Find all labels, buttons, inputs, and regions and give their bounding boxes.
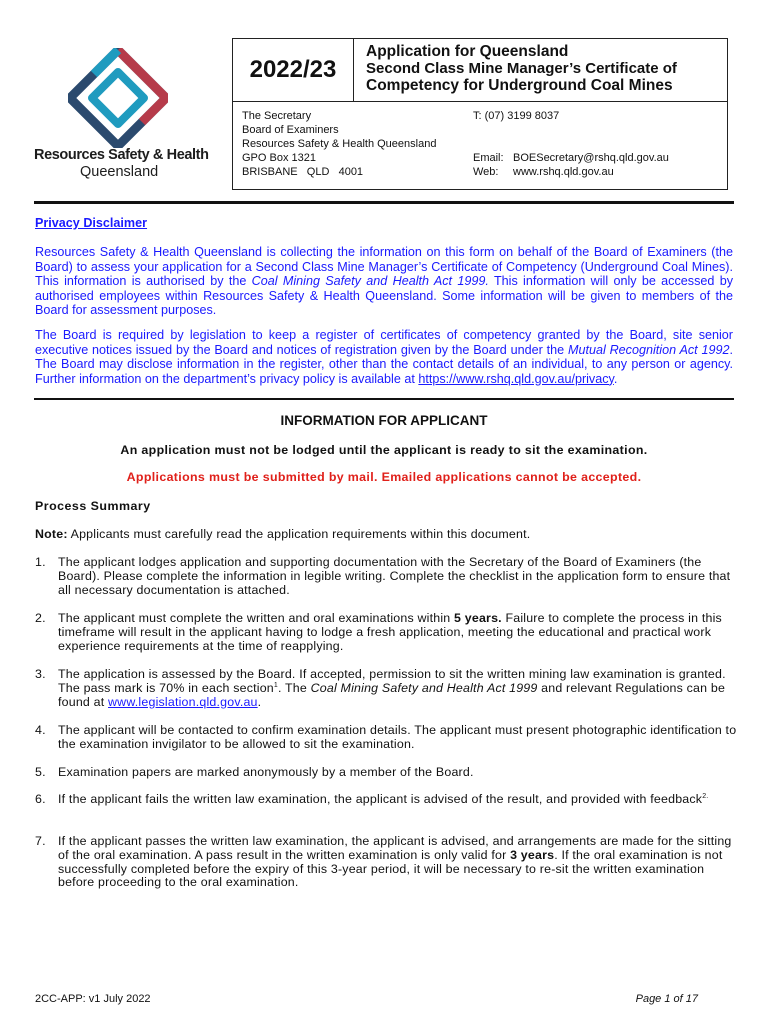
legislation-link[interactable]: www.legislation.qld.gov.au — [108, 694, 258, 709]
info-heading: INFORMATION FOR APPLICANT — [280, 413, 488, 428]
email-address[interactable]: BOESecretary@rshq.qld.gov.au — [513, 152, 669, 164]
note-line: Note: Applicants must carefully read the application requirements within this document. — [35, 527, 531, 541]
act-reference: Mutual Recognition Act 1992 — [567, 342, 730, 357]
act-reference: Coal Mining Safety and Health Act 1999. — [251, 274, 489, 288]
page-number: Page 1 of 17 — [635, 993, 698, 1005]
mail-warning: Applications must be submitted by mail. Emailed applications cannot be accepted. — [126, 470, 642, 484]
address-line: The Secretary — [242, 110, 312, 122]
logo-text-line2: Queensland — [80, 164, 159, 180]
phone-number: (07) 3199 8037 — [484, 110, 560, 122]
web-address[interactable]: www.rshq.qld.gov.au — [513, 166, 614, 178]
divider — [34, 398, 734, 400]
address-line: BRISBANE QLD 4001 — [242, 166, 364, 178]
email-row — [473, 151, 669, 165]
address-line: Board of Examiners — [242, 124, 339, 136]
privacy-policy-link[interactable]: https://www.rshq.qld.gov.au/privacy — [418, 371, 614, 386]
privacy-heading: Privacy Disclaimer — [35, 216, 148, 230]
phone-label: T: — [473, 110, 482, 122]
title-line3: Competency for Underground Coal Mines — [366, 77, 673, 94]
email-label: Email: — [473, 152, 504, 164]
divider — [34, 201, 734, 204]
year-label: 2022/23 — [233, 39, 354, 102]
process-summary-heading: Process Summary — [35, 499, 151, 513]
contact-details — [473, 109, 669, 179]
address-line: Resources Safety & Health Queensland — [242, 138, 437, 150]
privacy-paragraph-1: Resources Safety & Health Queensland is collecting the information on this form on behalf of the Board of Examiners (the Board) to assess your application for a Second Class Mine Manager’s Certificate of Competency (Underground Coal Mines). This information is authorised by the Coal Mining Safety and Health Act 1999. This information will only be accessed by authorised employees within Resources Safety & Health Queensland. Some information will be given to members of the Board for assessment purposes. — [35, 245, 733, 317]
logo-text-line1: Resources Safety & Health — [34, 147, 209, 163]
title-line1: Application for Queensland — [366, 43, 569, 60]
title-line2: Second Class Mine Manager’s Certificate of — [366, 60, 677, 77]
phone-row — [473, 109, 669, 123]
document-code: 2CC-APP: v1 July 2022 — [35, 993, 151, 1005]
web-label: Web: — [473, 166, 499, 178]
header-box — [232, 38, 728, 190]
form-title — [354, 39, 727, 102]
address-line: GPO Box 1321 — [242, 152, 316, 164]
rshq-logo-mark-icon — [68, 48, 168, 148]
rshq-logo — [30, 44, 210, 184]
lodgement-notice: An application must not be lodged until the applicant is ready to sit the examination. — [120, 443, 648, 457]
postal-address — [242, 109, 436, 179]
web-row — [473, 165, 669, 179]
privacy-paragraph-2: The Board is required by legislation to keep a register of certificates of competency granted by the Board, site senior executive notices issued by the Board and notices of registration given by the Board under the Mutual Recognition Act 1992. The Board may disclose information in the register, other than the contact details of an individual, to any person or agency. Further information on the department’s privacy policy is available at https://www.rshq.qld.gov.au/privacy. — [35, 328, 733, 386]
